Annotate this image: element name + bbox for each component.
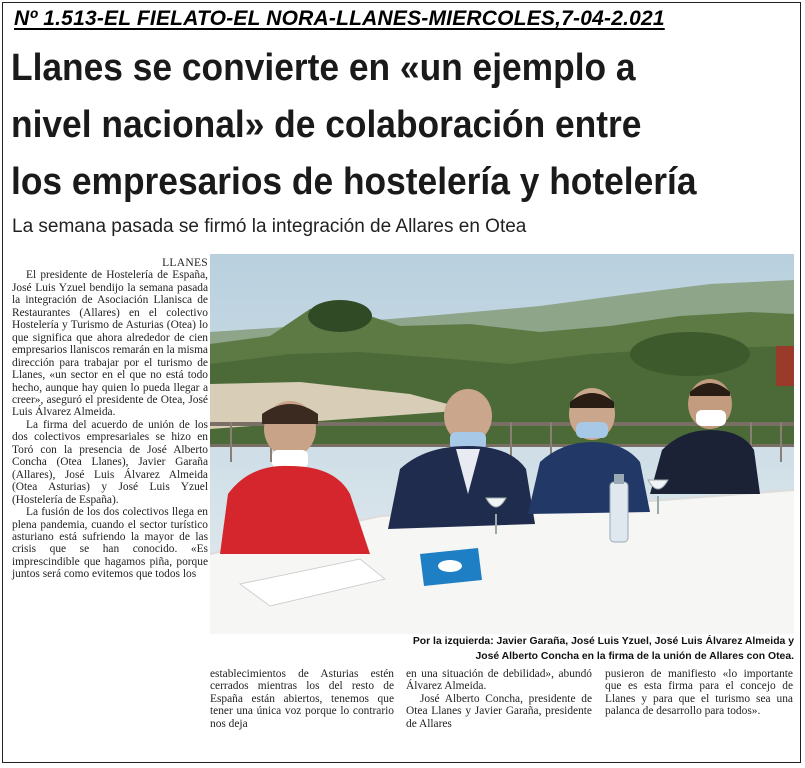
article-column-4 <box>605 668 793 718</box>
article-column-1 <box>12 257 208 581</box>
paragraph: El presidente de Hostelería de España, José Luis Yzuel bendijo la semana pasada la integración de Asociación Llanisca de Restaurantes (Allares) en el colectivo Hostelería y Turismo de Asturias (Otea) lo que significa que ahora alrededor de cien empresarios llaniscos remarán en la misma dirección para trabajar por el turismo de Llanes, «un sector en el que no está todo hecho, aunque hay quien lo pueda llegar a creer», aseguró el presidente de Otea, José Luis Álvarez Almeida. <box>12 269 208 419</box>
headline <box>11 40 741 211</box>
headline-line-3: los empresarios de hostelería y hotelería <box>11 161 697 203</box>
headline-line-1: Llanes se convierte en «un ejemplo a <box>11 47 636 89</box>
dateline: LLANES <box>162 257 208 269</box>
news-photo <box>210 254 794 634</box>
photo-caption <box>214 634 794 664</box>
paragraph: en una situación de debilidad», abundó Álvarez Almeida. <box>406 668 592 693</box>
paragraph: pusieron de manifiesto «lo importante que es esta firma para el concejo de Llanes y para que el turismo sea una palanca de desarrollo para todos». <box>605 668 793 718</box>
headline-line-2: nivel nacional» de colaboración entre <box>11 104 642 146</box>
subheadline: La semana pasada se firmó la integración de Allares en Otea <box>12 216 527 237</box>
caption-line-2: José Alberto Concha en la firma de la unión de Allares con Otea. <box>475 651 794 662</box>
photo-illustration <box>210 254 794 634</box>
paragraph: La fusión de los dos colectivos llega en plena pandemia, cuando el sector turístico asturiano está sufriendo la mayor de las crisis que se han conocido. «Es imprescindible que hagamos piña, porque juntos será como evitemos que todos los <box>12 506 208 581</box>
article-column-3 <box>406 668 592 730</box>
paragraph: La firma del acuerdo de unión de los dos colectivos empresariales se hizo en Toró con la presencia de José Alberto Concha (Otea Llanes), Javier Garaña (Allares), José Luis Álvarez Almeida (Otea Asturias) y José Luis Yzuel (Hostelería de España). <box>12 418 208 506</box>
caption-line-1: Por la izquierda: Javier Garaña, José Luis Yzuel, José Luis Álvarez Almeida y <box>412 636 794 647</box>
issue-header: Nº 1.513-EL FIELATO-EL NORA-LLANES-MIERCOLES,7-04-2.021 <box>14 7 665 30</box>
paragraph: José Alberto Concha, presidente de Otea Llanes y Javier Garaña, presidente de Allares <box>406 692 592 730</box>
paragraph: establecimientos de Asturias estén cerrados mientras los del resto de España están abiertos, tenemos que tener una única voz porque lo contrario nos deja <box>210 668 394 730</box>
article-column-2 <box>210 668 394 730</box>
